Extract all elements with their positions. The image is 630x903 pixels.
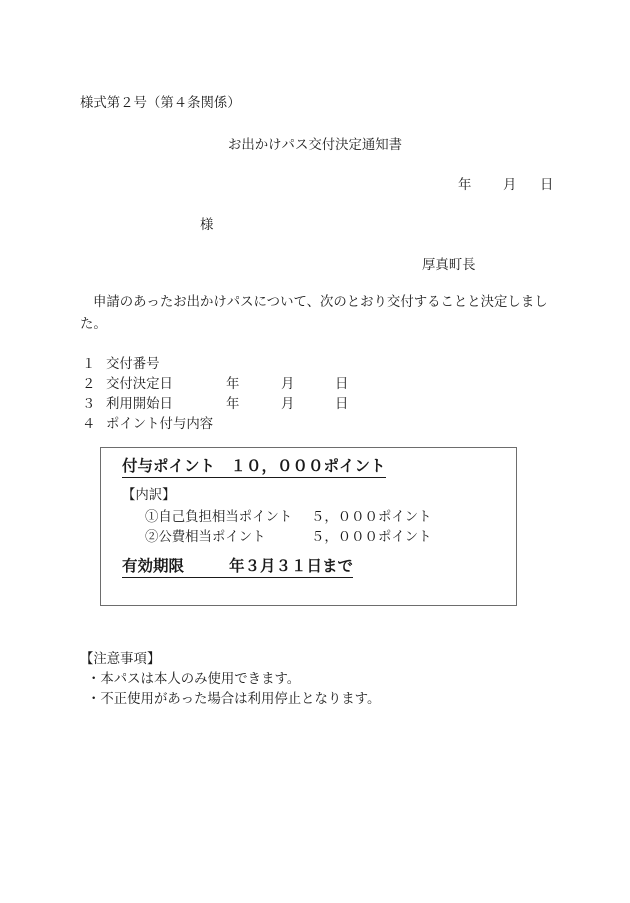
document-title: お出かけパス交付決定通知書 [228, 137, 403, 152]
item-number: １ [82, 356, 96, 371]
breakdown-item-value: ５，０００ポイント [311, 509, 432, 524]
recipient-honorific: 様 [200, 217, 214, 232]
item-label: 交付番号 [106, 356, 160, 371]
issue-date-year-label: 年 [458, 177, 472, 192]
issue-date-month-label: 月 [503, 177, 517, 192]
breakdown-label: 【内訳】 [122, 487, 176, 502]
points-box [100, 447, 517, 606]
note-item: ・不正使用があった場合は利用停止となります。 [87, 691, 381, 706]
item-year-label: 年 [226, 376, 240, 391]
note-item: ・本パスは本人のみ使用できます。 [87, 671, 301, 686]
item-label: 利用開始日 [106, 396, 173, 411]
item-label: 交付決定日 [106, 376, 173, 391]
body-line-2: た。 [80, 316, 107, 331]
item-number: ２ [82, 376, 96, 391]
expiry-line [122, 557, 353, 578]
item-number: ４ [82, 416, 96, 431]
form-number: 様式第２号（第４条関係） [80, 95, 241, 110]
item-month-label: 月 [281, 376, 295, 391]
breakdown-item-value: ５，０００ポイント [311, 529, 432, 544]
expiry-value: 年３月３１日まで [229, 558, 354, 575]
item-month-label: 月 [281, 396, 295, 411]
item-label: ポイント付与内容 [106, 416, 214, 431]
issuer-name: 厚真町長 [422, 257, 476, 272]
issue-date-day-label: 日 [540, 177, 554, 192]
points-heading: 付与ポイント １０，０００ポイント [122, 457, 386, 478]
item-day-label: 日 [335, 376, 349, 391]
body-line-1: 申請のあったお出かけパスについて、次のとおり交付することと決定しまし [93, 294, 548, 309]
item-number: ３ [82, 396, 96, 411]
expiry-label: 有効期限 [122, 558, 185, 575]
breakdown-item-label: ②公費相当ポイント [145, 529, 266, 544]
item-day-label: 日 [335, 396, 349, 411]
notes-heading: 【注意事項】 [80, 651, 161, 666]
item-year-label: 年 [226, 396, 240, 411]
breakdown-item-label: ①自己負担相当ポイント [145, 509, 293, 524]
